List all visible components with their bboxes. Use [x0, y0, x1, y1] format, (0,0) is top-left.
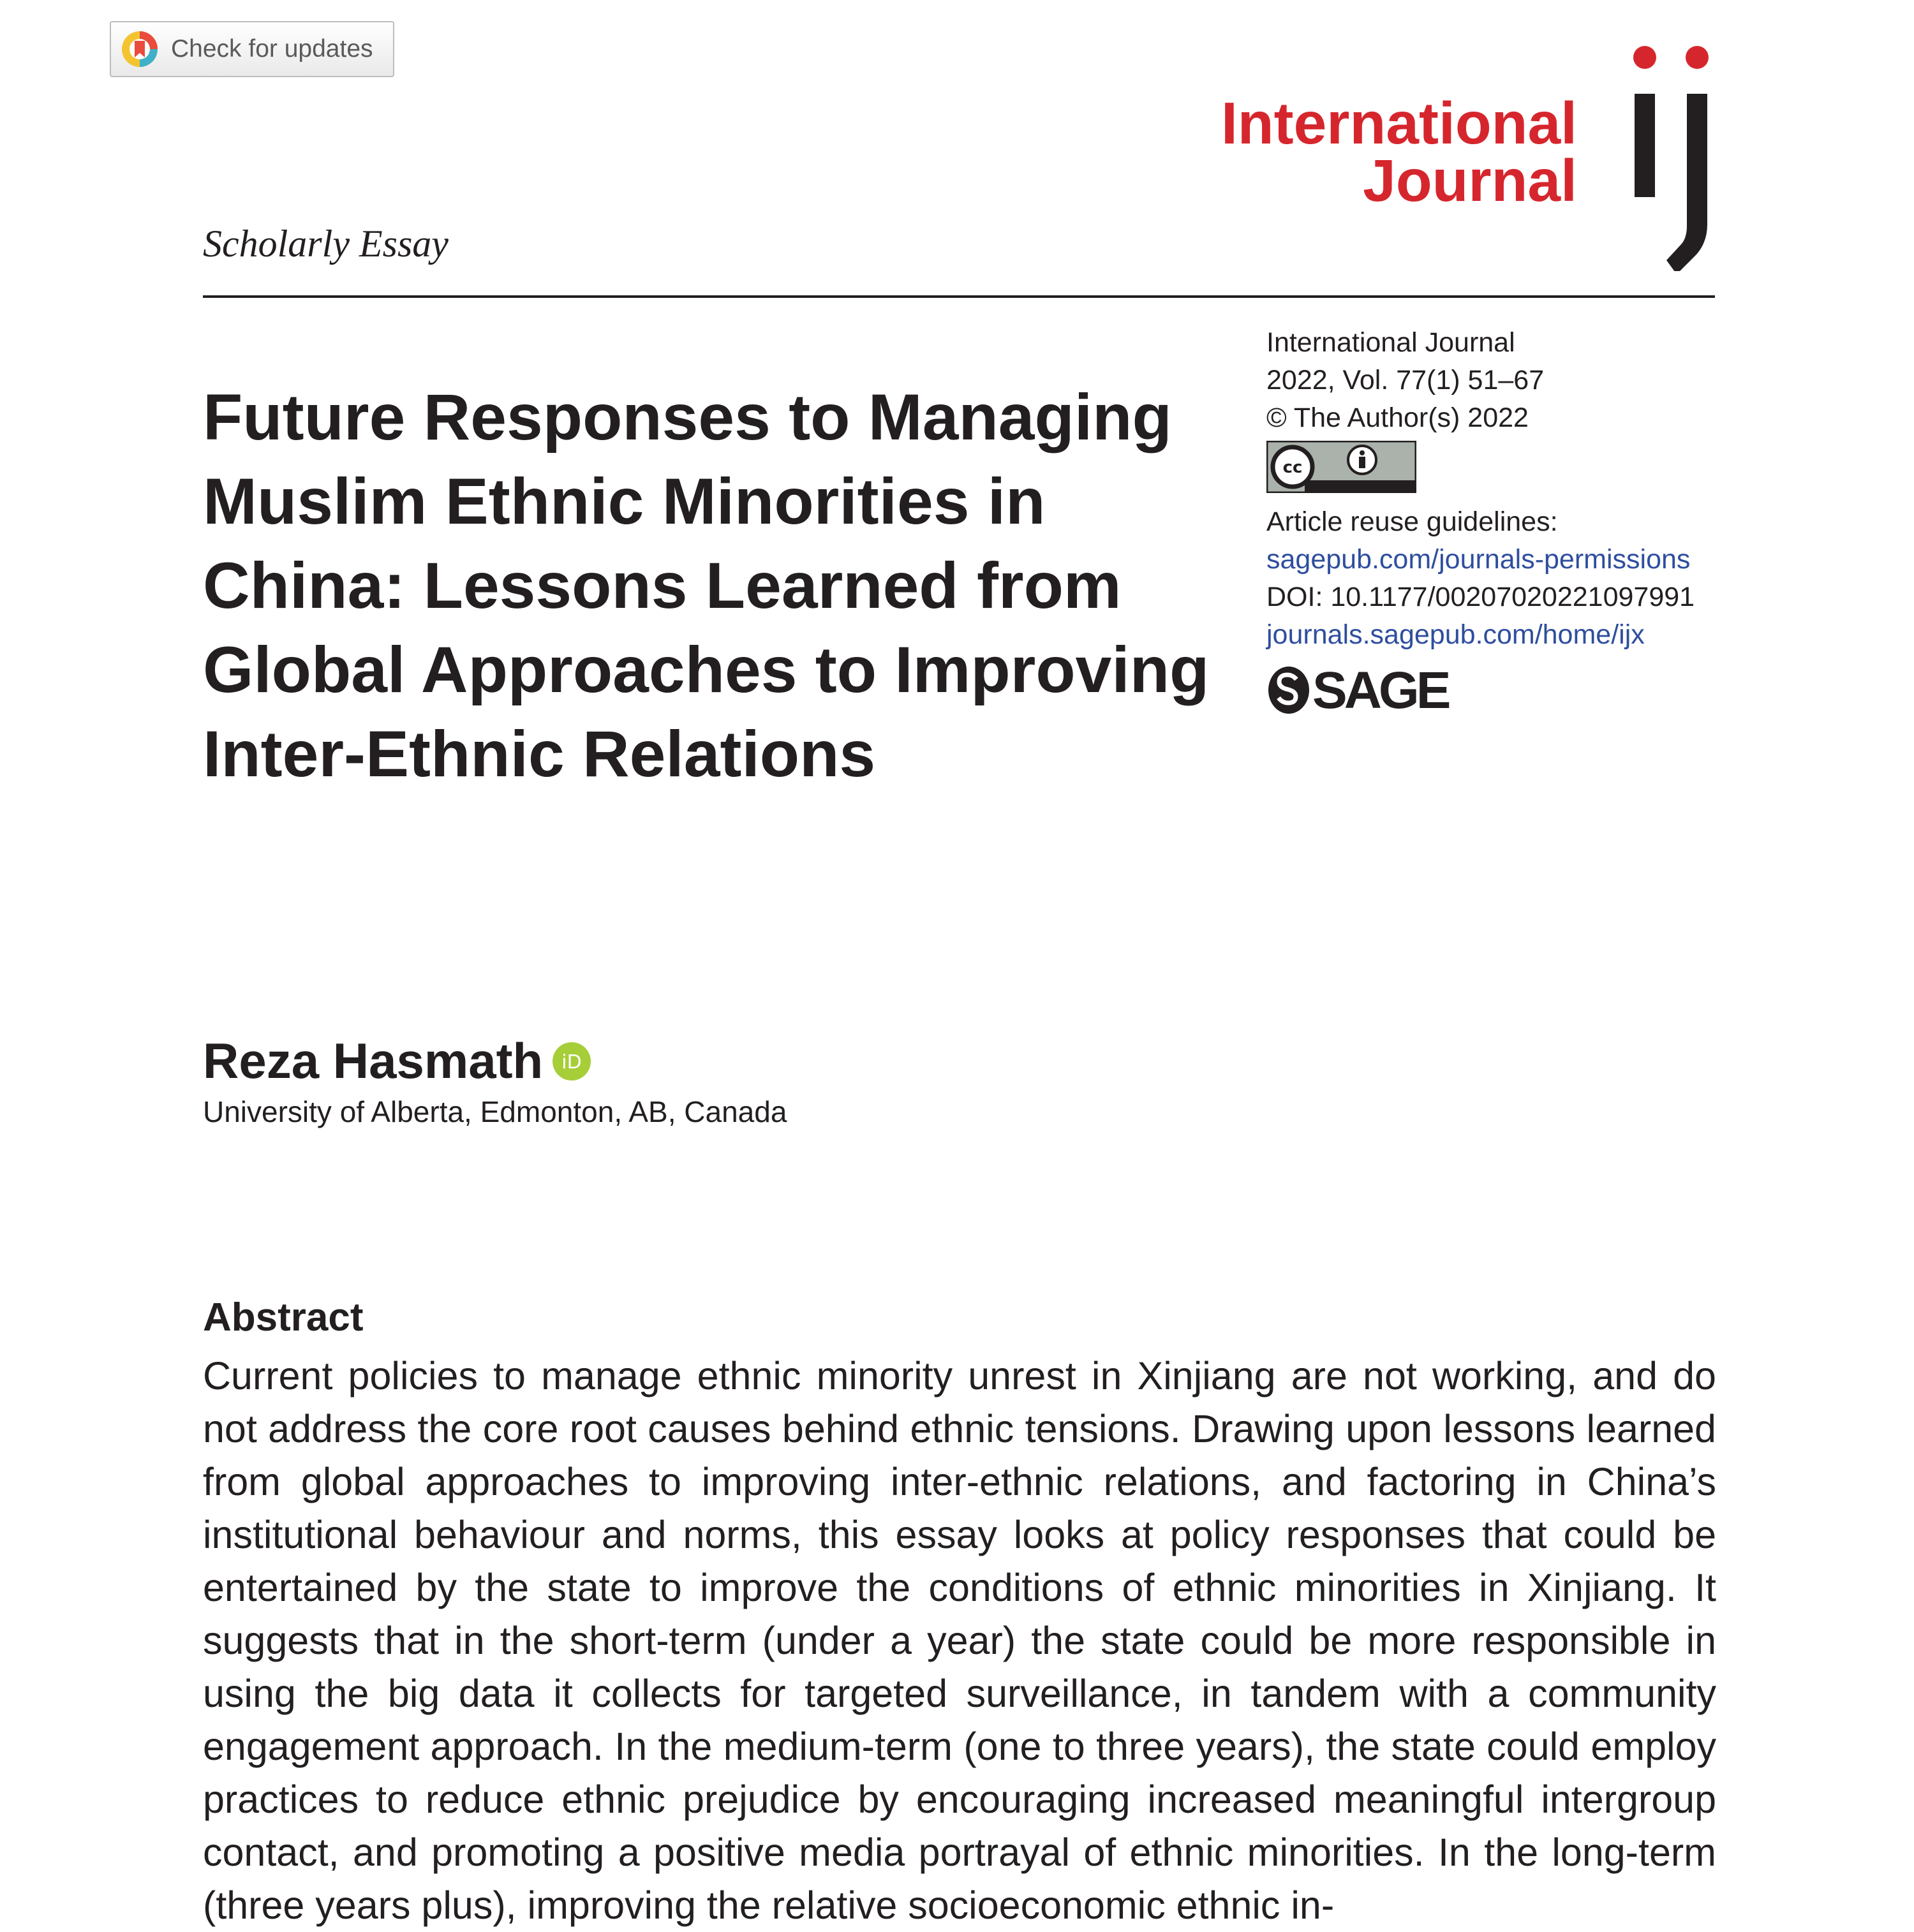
- header-divider: [203, 295, 1715, 298]
- reuse-link[interactable]: sagepub.com/journals-permissions: [1266, 544, 1691, 575]
- sage-s-icon: [1266, 665, 1311, 715]
- crossmark-icon: [120, 29, 160, 69]
- abstract-heading: Abstract: [203, 1295, 364, 1339]
- svg-text:cc: cc: [1282, 458, 1303, 477]
- cc-by-icon: [1266, 441, 1416, 493]
- sage-logo: [1266, 661, 1719, 719]
- journal-ij-logo-icon: [1626, 41, 1728, 271]
- author-affiliation: University of Alberta, Edmonton, AB, Canada: [203, 1095, 787, 1128]
- svg-text:iD: iD: [561, 1051, 582, 1073]
- journal-logo-line2: Journal: [1363, 147, 1577, 214]
- author-name: Reza Hasmath: [203, 1033, 544, 1089]
- check-for-updates-button[interactable]: [110, 21, 394, 77]
- journal-logo-line1: International: [1220, 90, 1577, 156]
- journal-home-link[interactable]: journals.sagepub.com/home/ijx: [1266, 619, 1645, 650]
- journal-logo-text: [1220, 90, 1577, 214]
- check-for-updates-label: Check for updates: [171, 35, 373, 63]
- article-title: Future Responses to Managing Muslim Ethnic Minorities in China: Lessons Learned from Global Approaches to Improving Inter-Ethnic Relations: [203, 381, 1210, 790]
- author-row: [203, 1032, 591, 1090]
- abstract-text: Current policies to manage ethnic minority unrest in Xinjiang are not working, and do not address the core root causes behind ethnic tensions. Drawing upon lessons learned from global approaches to improving inter-ethnic relations, and factoring in China’s institutional behaviour and norms, this essay looks at policy responses that could be entertained by the state to improve the conditions of ethnic minorities in Xinjiang. It suggests that in the short-term (under a year) the state could be more responsible in using the big data it collects for targeted surveillance, in tandem with a community engagement approach. In the medium-term (one to three years), the state could employ practices to reduce ethnic prejudice by encouraging increased meaningful intergroup contact, and promoting a positive media portrayal of ethnic minorities. In the long-term (three years plus), improving the relative socioeconomic ethnic in-: [203, 1354, 1716, 1927]
- meta-doi: DOI: 10.1177/00207020221097991: [1266, 582, 1695, 612]
- sage-logo-text: SAGE: [1312, 661, 1448, 719]
- meta-reuse-label: Article reuse guidelines:: [1266, 506, 1558, 537]
- meta-volume: 2022, Vol. 77(1) 51–67: [1266, 365, 1545, 395]
- journal-metadata: [1266, 324, 1719, 719]
- orcid-icon[interactable]: [552, 1042, 591, 1081]
- meta-journal-name: International Journal: [1266, 327, 1515, 358]
- meta-copyright: © The Author(s) 2022: [1266, 402, 1529, 433]
- section-label: Scholarly Essay: [203, 223, 449, 265]
